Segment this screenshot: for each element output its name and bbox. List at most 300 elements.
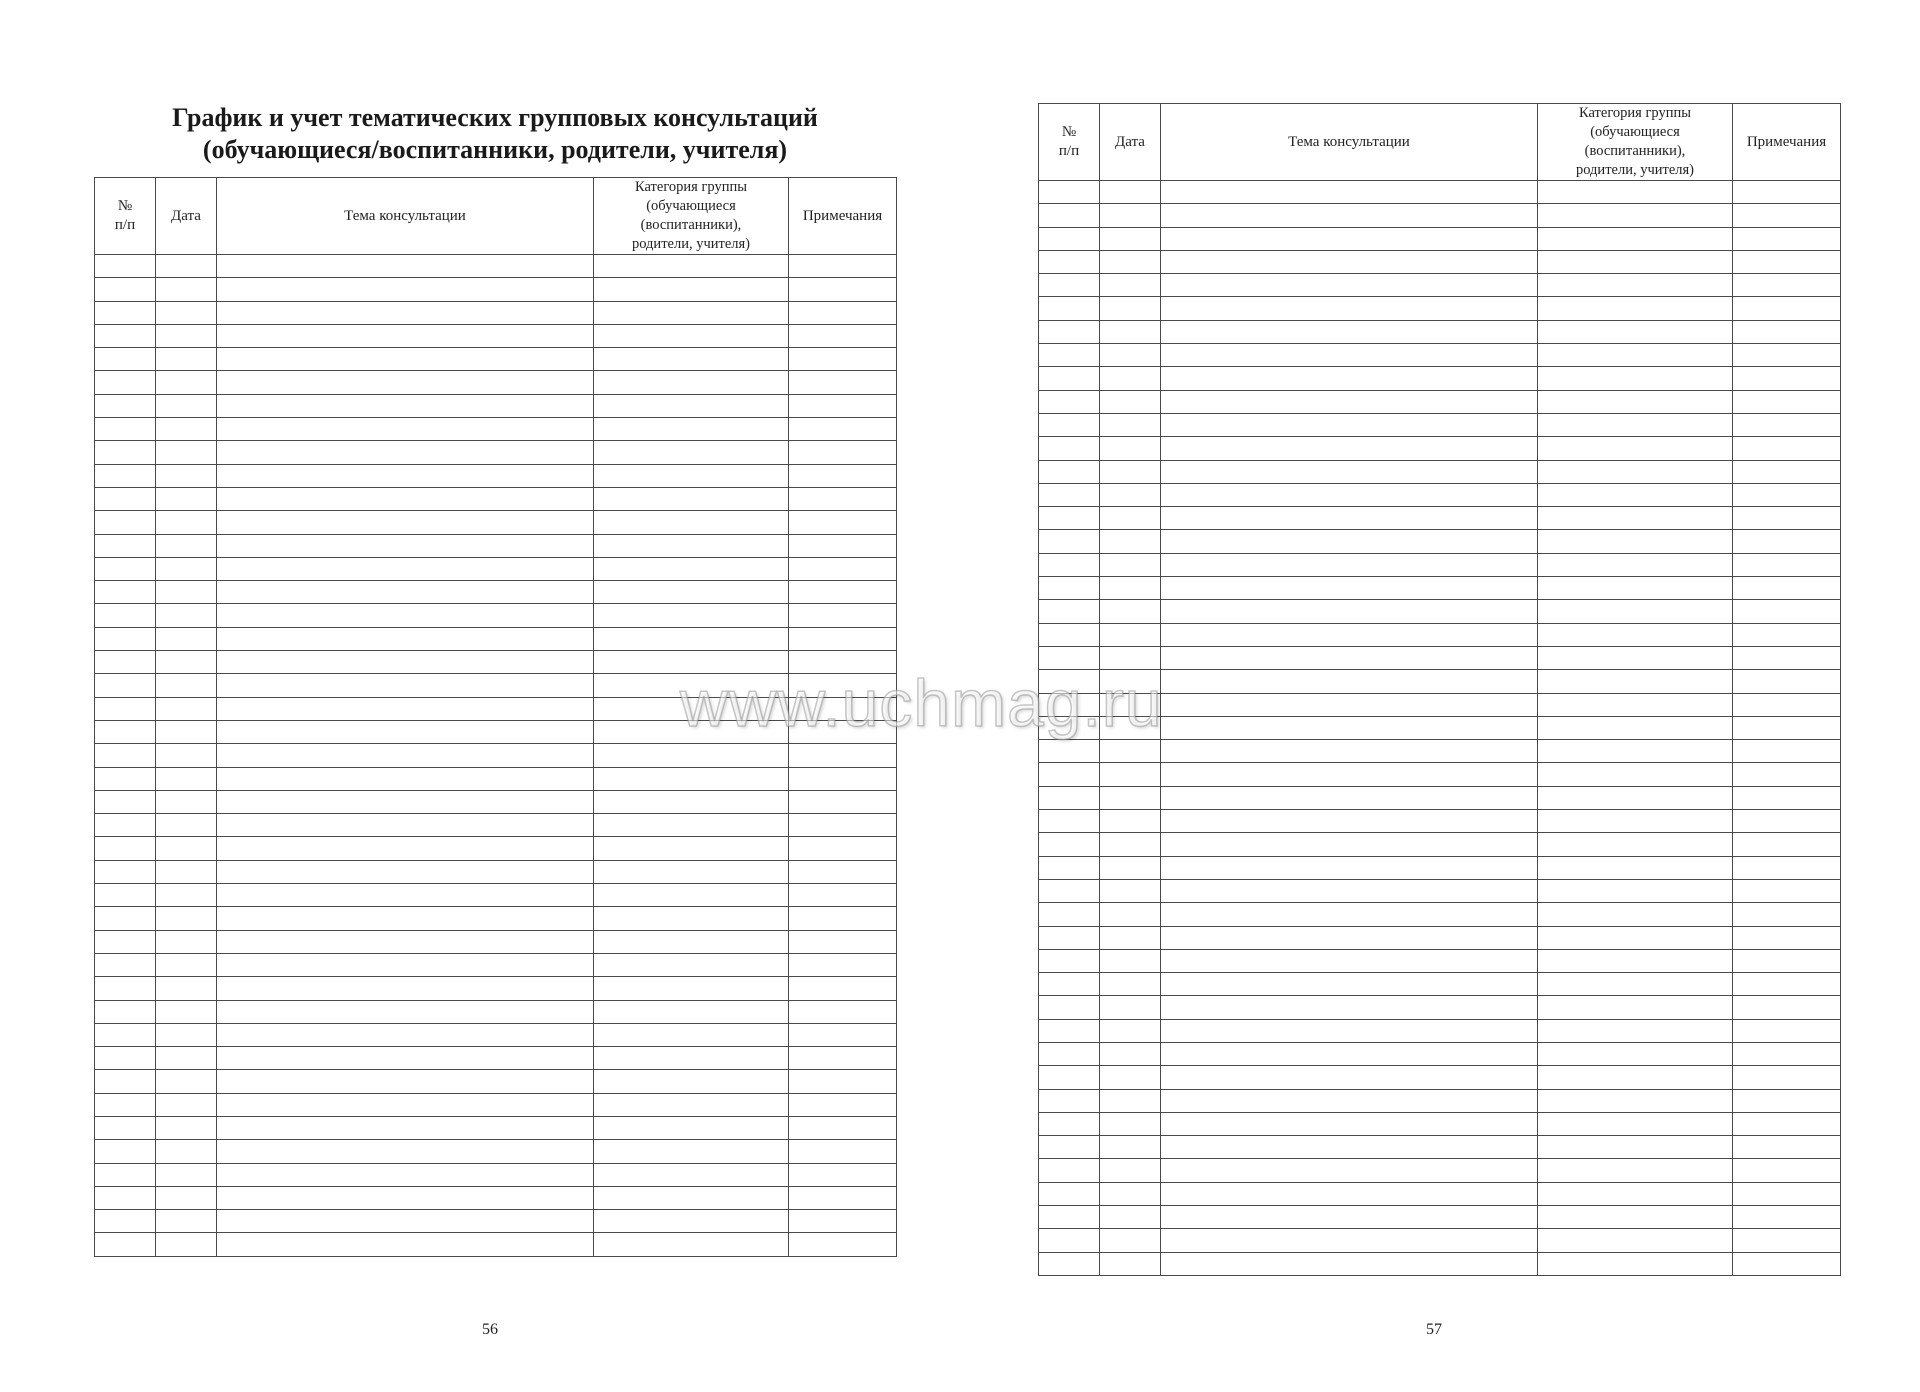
cell-date (1100, 390, 1161, 413)
cell-category (594, 487, 789, 510)
cell-number (1039, 274, 1100, 297)
table-row (95, 767, 897, 790)
cell-date (156, 464, 217, 487)
cell-number (1039, 577, 1100, 600)
cell-category (1538, 297, 1733, 320)
cell-date (1100, 1206, 1161, 1229)
cell-category (1538, 530, 1733, 553)
cell-date (1100, 1066, 1161, 1089)
cell-number (95, 1023, 156, 1046)
cell-number (95, 1163, 156, 1186)
cell-number (95, 1233, 156, 1256)
table-row (1039, 623, 1841, 646)
cell-date (156, 884, 217, 907)
cell-number (95, 627, 156, 650)
table-row (95, 1093, 897, 1116)
cell-number (1039, 1019, 1100, 1042)
cell-notes (1733, 973, 1841, 996)
table-row (95, 557, 897, 580)
table-row (95, 814, 897, 837)
page-number-left: 56 (482, 1321, 498, 1338)
table-row (95, 348, 897, 371)
cell-notes (789, 1000, 897, 1023)
title-line-1: График и учет тематических групповых консультаций (172, 103, 818, 132)
cell-date (1100, 1019, 1161, 1042)
cell-topic (1161, 250, 1538, 273)
cell-number (1039, 1112, 1100, 1135)
cell-date (156, 1070, 217, 1093)
cell-topic (217, 255, 594, 278)
table-row (1039, 530, 1841, 553)
cell-notes (1733, 623, 1841, 646)
cell-notes (1733, 786, 1841, 809)
cell-date (1100, 810, 1161, 833)
cell-category (1538, 553, 1733, 576)
cell-number (1039, 204, 1100, 227)
table-row (1039, 1206, 1841, 1229)
cell-number (1039, 1159, 1100, 1182)
cell-topic (1161, 1182, 1538, 1205)
cell-number (1039, 949, 1100, 972)
cell-topic (217, 674, 594, 697)
cell-notes (1733, 1042, 1841, 1065)
cell-category (1538, 507, 1733, 530)
cell-topic (217, 581, 594, 604)
cell-topic (1161, 553, 1538, 576)
cell-number (95, 907, 156, 930)
cell-category (594, 907, 789, 930)
col-header-notes: Примечания (1733, 104, 1841, 181)
cell-number (95, 255, 156, 278)
cell-category (1538, 577, 1733, 600)
cell-number (95, 1070, 156, 1093)
cell-date (156, 697, 217, 720)
cell-date (156, 744, 217, 767)
cell-date (1100, 181, 1161, 204)
cell-category (594, 1070, 789, 1093)
cell-topic (1161, 297, 1538, 320)
cell-number (95, 977, 156, 1000)
table-row (95, 837, 897, 860)
cell-notes (789, 767, 897, 790)
cell-number (95, 860, 156, 883)
cell-date (156, 1186, 217, 1209)
cell-number (95, 534, 156, 557)
cell-category (594, 581, 789, 604)
cell-category (594, 301, 789, 324)
table-row (95, 1186, 897, 1209)
cell-topic (1161, 181, 1538, 204)
table-row (1039, 1252, 1841, 1275)
cell-category (594, 767, 789, 790)
table-row (95, 1070, 897, 1093)
cell-topic (217, 394, 594, 417)
table-row (1039, 973, 1841, 996)
cell-date (1100, 344, 1161, 367)
cell-number (1039, 1252, 1100, 1275)
table-row (95, 324, 897, 347)
cell-number (1039, 530, 1100, 553)
table-row (1039, 926, 1841, 949)
cell-date (1100, 1136, 1161, 1159)
cell-topic (1161, 507, 1538, 530)
cell-notes (1733, 577, 1841, 600)
cell-notes (789, 534, 897, 557)
cell-topic (217, 1093, 594, 1116)
table-row (1039, 1019, 1841, 1042)
cell-number (1039, 1182, 1100, 1205)
cell-number (95, 1186, 156, 1209)
cell-topic (217, 1140, 594, 1163)
cell-notes (1733, 1089, 1841, 1112)
table-row (1039, 1159, 1841, 1182)
cell-category (594, 1140, 789, 1163)
cell-category (1538, 204, 1733, 227)
cell-category (1538, 181, 1733, 204)
cell-date (156, 860, 217, 883)
cell-number (1039, 1136, 1100, 1159)
cell-number (95, 1000, 156, 1023)
cell-notes (789, 884, 897, 907)
cell-notes (1733, 507, 1841, 530)
table-row (95, 953, 897, 976)
cell-date (1100, 623, 1161, 646)
cell-notes (1733, 833, 1841, 856)
table-row (1039, 297, 1841, 320)
cell-topic (1161, 1042, 1538, 1065)
cell-category (1538, 1112, 1733, 1135)
cell-category (1538, 623, 1733, 646)
cell-notes (1733, 740, 1841, 763)
cell-topic (217, 627, 594, 650)
cell-number (1039, 833, 1100, 856)
table-row (1039, 786, 1841, 809)
cell-notes (1733, 716, 1841, 739)
cell-topic (217, 464, 594, 487)
cell-category (594, 324, 789, 347)
cell-date (1100, 949, 1161, 972)
table-row (1039, 181, 1841, 204)
cell-date (1100, 1159, 1161, 1182)
cell-date (156, 1000, 217, 1023)
cell-category (594, 255, 789, 278)
cell-date (156, 953, 217, 976)
cell-number (1039, 996, 1100, 1019)
cell-topic (1161, 926, 1538, 949)
cell-date (156, 720, 217, 743)
table-row (95, 977, 897, 1000)
cell-topic (1161, 903, 1538, 926)
cell-date (1100, 250, 1161, 273)
cell-date (1100, 833, 1161, 856)
cell-notes (789, 1163, 897, 1186)
cell-topic (1161, 437, 1538, 460)
cell-number (1039, 507, 1100, 530)
cell-category (1538, 367, 1733, 390)
cell-number (95, 1140, 156, 1163)
cell-notes (1733, 1019, 1841, 1042)
cell-category (1538, 1252, 1733, 1275)
cell-notes (789, 418, 897, 441)
cell-notes (789, 394, 897, 417)
cell-date (1100, 530, 1161, 553)
watermark: www.uchmag.ru (680, 666, 1163, 740)
cell-number (95, 651, 156, 674)
cell-topic (1161, 786, 1538, 809)
cell-topic (1161, 483, 1538, 506)
col-header-date: Дата (1100, 104, 1161, 181)
cell-category (1538, 763, 1733, 786)
cell-category (1538, 250, 1733, 273)
cell-date (156, 278, 217, 301)
cell-date (1100, 274, 1161, 297)
cell-topic (1161, 1089, 1538, 1112)
cell-category (594, 1023, 789, 1046)
cell-number (95, 744, 156, 767)
cell-topic (217, 1186, 594, 1209)
cell-number (1039, 1042, 1100, 1065)
cell-topic (217, 720, 594, 743)
cell-category (1538, 600, 1733, 623)
cell-date (1100, 926, 1161, 949)
table-row (95, 464, 897, 487)
cell-number (1039, 320, 1100, 343)
cell-notes (789, 1140, 897, 1163)
cell-notes (789, 977, 897, 1000)
table-row (1039, 344, 1841, 367)
table-row (95, 1116, 897, 1139)
cell-date (156, 487, 217, 510)
cell-category (1538, 926, 1733, 949)
cell-notes (1733, 810, 1841, 833)
cell-topic (217, 441, 594, 464)
cell-category (1538, 670, 1733, 693)
table-row (95, 1047, 897, 1070)
table-row (1039, 810, 1841, 833)
cell-notes (1733, 204, 1841, 227)
cell-number (1039, 600, 1100, 623)
cell-topic (217, 884, 594, 907)
cell-date (156, 511, 217, 534)
cell-topic (217, 651, 594, 674)
cell-category (594, 557, 789, 580)
cell-topic (1161, 1019, 1538, 1042)
table-row (95, 255, 897, 278)
cell-notes (1733, 600, 1841, 623)
cell-number (95, 814, 156, 837)
cell-topic (1161, 693, 1538, 716)
cell-number (95, 511, 156, 534)
cell-date (1100, 227, 1161, 250)
cell-category (594, 884, 789, 907)
cell-number (95, 1093, 156, 1116)
cell-notes (789, 511, 897, 534)
cell-number (1039, 740, 1100, 763)
cell-topic (217, 977, 594, 1000)
cell-category (594, 1186, 789, 1209)
cell-number (95, 464, 156, 487)
cell-topic (1161, 810, 1538, 833)
cell-topic (217, 511, 594, 534)
cell-topic (1161, 530, 1538, 553)
col-header-topic: Тема консультации (1161, 104, 1538, 181)
cell-date (1100, 763, 1161, 786)
table-row (95, 930, 897, 953)
cell-date (1100, 1182, 1161, 1205)
cell-date (1100, 460, 1161, 483)
cell-number (95, 301, 156, 324)
cell-topic (1161, 1136, 1538, 1159)
cell-category (1538, 460, 1733, 483)
cell-notes (1733, 646, 1841, 669)
cell-notes (1733, 181, 1841, 204)
cell-category (594, 860, 789, 883)
cell-number (1039, 1206, 1100, 1229)
cell-date (1100, 1112, 1161, 1135)
cell-number (1039, 1089, 1100, 1112)
cell-number (95, 348, 156, 371)
cell-topic (1161, 670, 1538, 693)
cell-topic (217, 1233, 594, 1256)
table-row (1039, 763, 1841, 786)
cell-number (95, 278, 156, 301)
table-row (95, 790, 897, 813)
cell-topic (1161, 577, 1538, 600)
cell-category (594, 837, 789, 860)
cell-topic (1161, 227, 1538, 250)
cell-number (95, 790, 156, 813)
table-row (1039, 879, 1841, 902)
table-row (95, 884, 897, 907)
cell-date (156, 418, 217, 441)
table-row (95, 278, 897, 301)
cell-number (1039, 297, 1100, 320)
cell-notes (789, 278, 897, 301)
cell-topic (217, 953, 594, 976)
cell-notes (1733, 670, 1841, 693)
cell-category (594, 1047, 789, 1070)
cell-topic (1161, 1229, 1538, 1252)
cell-date (156, 930, 217, 953)
table-row (1039, 367, 1841, 390)
page-title (94, 102, 896, 166)
cell-topic (217, 1116, 594, 1139)
table-row (95, 581, 897, 604)
cell-number (95, 1047, 156, 1070)
table-row (95, 1233, 897, 1256)
cell-date (156, 394, 217, 417)
table-row (1039, 996, 1841, 1019)
cell-date (1100, 367, 1161, 390)
cell-topic (217, 557, 594, 580)
cell-date (156, 627, 217, 650)
cell-notes (789, 860, 897, 883)
cell-notes (789, 324, 897, 347)
cell-date (156, 790, 217, 813)
cell-number (1039, 1066, 1100, 1089)
cell-category (594, 953, 789, 976)
table-row (95, 604, 897, 627)
cell-notes (1733, 1136, 1841, 1159)
cell-topic (1161, 949, 1538, 972)
title-line-2: (обучающиеся/воспитанники, родители, учителя) (202, 135, 788, 164)
table-row (1039, 856, 1841, 879)
cell-category (594, 394, 789, 417)
cell-category (1538, 1159, 1733, 1182)
table-row (1039, 1089, 1841, 1112)
col-header-notes: Примечания (789, 178, 897, 255)
table-row (95, 1210, 897, 1233)
cell-date (1100, 437, 1161, 460)
col-header-category: Категория группы (обучающиеся (воспитанники), родители, учителя) (594, 178, 789, 255)
cell-category (1538, 810, 1733, 833)
cell-notes (789, 557, 897, 580)
cell-topic (217, 907, 594, 930)
cell-date (1100, 1252, 1161, 1275)
cell-category (1538, 227, 1733, 250)
cell-number (95, 697, 156, 720)
table-row (1039, 413, 1841, 436)
cell-notes (1733, 996, 1841, 1019)
cell-date (1100, 577, 1161, 600)
cell-topic (217, 604, 594, 627)
cell-category (1538, 274, 1733, 297)
cell-number (1039, 227, 1100, 250)
cell-number (95, 324, 156, 347)
cell-number (1039, 390, 1100, 413)
cell-topic (1161, 413, 1538, 436)
cell-number (1039, 623, 1100, 646)
col-header-category: Категория группы (обучающиеся (воспитанники), родители, учителя) (1538, 104, 1733, 181)
cell-date (156, 674, 217, 697)
cell-number (1039, 181, 1100, 204)
cell-topic (217, 837, 594, 860)
table-row (95, 534, 897, 557)
table-row (1039, 390, 1841, 413)
table-row (1039, 903, 1841, 926)
cell-date (1100, 973, 1161, 996)
cell-topic (1161, 204, 1538, 227)
table-row (95, 1163, 897, 1186)
cell-category (1538, 413, 1733, 436)
cell-topic (1161, 274, 1538, 297)
cell-category (1538, 320, 1733, 343)
cell-date (1100, 553, 1161, 576)
cell-category (594, 464, 789, 487)
cell-date (156, 767, 217, 790)
cell-notes (1733, 903, 1841, 926)
cell-category (1538, 437, 1733, 460)
cell-notes (789, 790, 897, 813)
cell-category (1538, 1066, 1733, 1089)
cell-number (95, 557, 156, 580)
cell-category (594, 1093, 789, 1116)
cell-date (156, 301, 217, 324)
cell-topic (1161, 1252, 1538, 1275)
cell-number (95, 837, 156, 860)
table-row (95, 627, 897, 650)
cell-topic (217, 371, 594, 394)
cell-notes (789, 837, 897, 860)
cell-number (95, 487, 156, 510)
cell-category (1538, 786, 1733, 809)
cell-category (594, 790, 789, 813)
cell-notes (789, 1210, 897, 1233)
cell-topic (217, 348, 594, 371)
cell-topic (1161, 716, 1538, 739)
cell-notes (1733, 344, 1841, 367)
table-row (1039, 250, 1841, 273)
